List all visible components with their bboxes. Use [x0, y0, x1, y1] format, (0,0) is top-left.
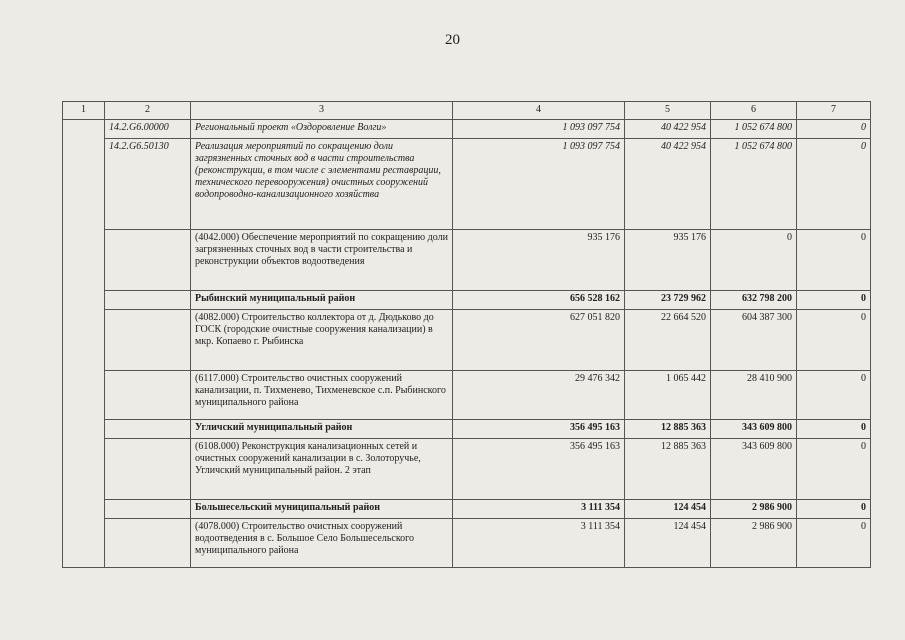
row-col7: 0 — [797, 120, 871, 139]
table-row — [63, 439, 871, 500]
table-row — [63, 420, 871, 439]
row-col6: 28 410 900 — [711, 371, 797, 420]
row-name: Рыбинский муниципальный район — [191, 291, 453, 310]
row-col5: 22 664 520 — [625, 310, 711, 371]
row-col5: 935 176 — [625, 230, 711, 291]
row-code — [105, 439, 191, 500]
row-total: 1 093 097 754 — [453, 139, 625, 230]
row-name: (4078.000) Строительство очистных сооружений водоотведения в с. Большое Село Большесельского муниципального района — [191, 519, 453, 568]
row-col6: 1 052 674 800 — [711, 120, 797, 139]
row-total: 656 528 162 — [453, 291, 625, 310]
empty-cell — [63, 120, 105, 568]
column-header: 3 — [191, 102, 453, 120]
row-col5: 1 065 442 — [625, 371, 711, 420]
row-code — [105, 519, 191, 568]
row-col7: 0 — [797, 519, 871, 568]
table-row — [63, 310, 871, 371]
row-col6: 2 986 900 — [711, 519, 797, 568]
column-header: 2 — [105, 102, 191, 120]
row-name: (4082.000) Строительство коллектора от д. Дюдьково до ГОСК (городские очистные сооружения канализации) в мкр. Копаево г. Рыбинска — [191, 310, 453, 371]
row-col7: 0 — [797, 439, 871, 500]
row-code: 14.2.G6.50130 — [105, 139, 191, 230]
row-col7: 0 — [797, 371, 871, 420]
row-code — [105, 230, 191, 291]
row-col6: 604 387 300 — [711, 310, 797, 371]
row-code — [105, 500, 191, 519]
row-col6: 632 798 200 — [711, 291, 797, 310]
row-col5: 12 885 363 — [625, 439, 711, 500]
column-header: 1 — [63, 102, 105, 120]
row-code — [105, 310, 191, 371]
row-col5: 124 454 — [625, 500, 711, 519]
table-row — [63, 139, 871, 230]
row-col7: 0 — [797, 420, 871, 439]
row-name: Угличский муниципальный район — [191, 420, 453, 439]
row-col7: 0 — [797, 310, 871, 371]
row-col5: 40 422 954 — [625, 120, 711, 139]
row-col7: 0 — [797, 291, 871, 310]
row-col6: 343 609 800 — [711, 420, 797, 439]
row-total: 356 495 163 — [453, 439, 625, 500]
column-header: 6 — [711, 102, 797, 120]
row-col5: 12 885 363 — [625, 420, 711, 439]
row-code — [105, 371, 191, 420]
table-row — [63, 500, 871, 519]
row-col6: 2 986 900 — [711, 500, 797, 519]
row-total: 3 111 354 — [453, 519, 625, 568]
row-col7: 0 — [797, 500, 871, 519]
row-name: (4042.000) Обеспечение мероприятий по сокращению доли загрязненных сточных вод в части строительства и реконструкции объектов водоотведения — [191, 230, 453, 291]
row-name: Реализация мероприятий по сокращению доли загрязненных сточных вод в части строительства (реконструкции, в том числе с элементами реставрации, технического перевооружения) очистных сооружений водопроводно-канализационного хозяйства — [191, 139, 453, 230]
budget-table — [62, 101, 871, 568]
row-name: (6108.000) Реконструкция канализационных сетей и очистных сооружений канализации в с. Золоторучье, Угличский муниципальный район. 2 этап — [191, 439, 453, 500]
row-col6: 0 — [711, 230, 797, 291]
row-col7: 0 — [797, 139, 871, 230]
column-header: 4 — [453, 102, 625, 120]
row-col6: 1 052 674 800 — [711, 139, 797, 230]
table-row — [63, 291, 871, 310]
table-row — [63, 230, 871, 291]
row-col5: 124 454 — [625, 519, 711, 568]
row-col5: 23 729 962 — [625, 291, 711, 310]
table-header-row — [63, 102, 871, 120]
row-total: 3 111 354 — [453, 500, 625, 519]
row-total: 1 093 097 754 — [453, 120, 625, 139]
row-name: Региональный проект «Оздоровление Волги» — [191, 120, 453, 139]
row-name: (6117.000) Строительство очистных сооружений канализации, п. Тихменево, Тихменевское с.п. Рыбинского муниципального района — [191, 371, 453, 420]
row-code: 14.2.G6.00000 — [105, 120, 191, 139]
row-col7: 0 — [797, 230, 871, 291]
row-total: 29 476 342 — [453, 371, 625, 420]
row-total: 627 051 820 — [453, 310, 625, 371]
row-code — [105, 420, 191, 439]
table-row — [63, 371, 871, 420]
row-code — [105, 291, 191, 310]
row-total: 356 495 163 — [453, 420, 625, 439]
table-row — [63, 120, 871, 139]
row-col5: 40 422 954 — [625, 139, 711, 230]
row-total: 935 176 — [453, 230, 625, 291]
row-col6: 343 609 800 — [711, 439, 797, 500]
column-header: 5 — [625, 102, 711, 120]
column-header: 7 — [797, 102, 871, 120]
page-number: 20 — [445, 32, 460, 48]
table-row — [63, 519, 871, 568]
row-name: Большесельский муниципальный район — [191, 500, 453, 519]
